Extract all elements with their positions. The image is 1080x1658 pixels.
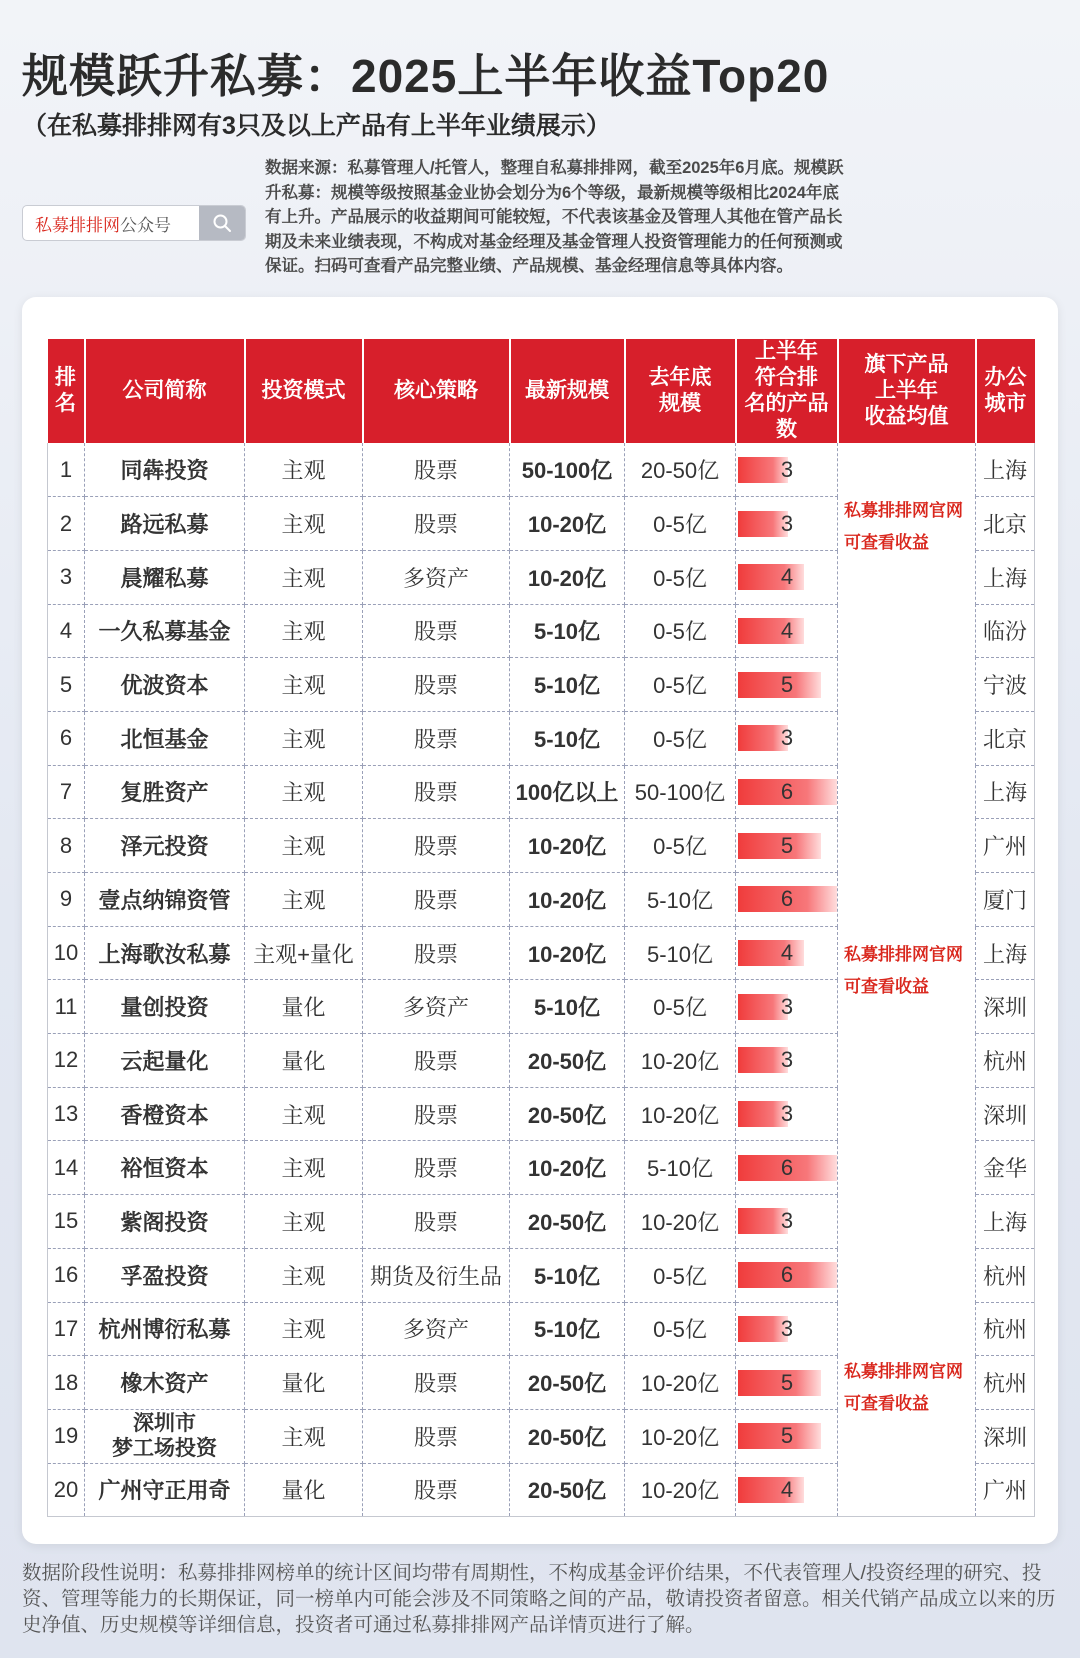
avg-return-note-line1: 私募排排网官网 <box>844 945 963 965</box>
product-count-cell <box>736 819 838 873</box>
product-count-cell <box>736 1034 838 1088</box>
search-text[interactable] <box>23 211 199 236</box>
rank-cell: 4 <box>48 604 85 658</box>
product-count-bar <box>738 510 794 537</box>
rank-cell: 19 <box>48 1409 85 1463</box>
product-count-bar <box>738 456 794 483</box>
product-count-bar <box>738 886 837 912</box>
city-cell: 杭州 <box>976 1248 1035 1302</box>
prev-scale-cell: 5-10亿 <box>625 1141 736 1195</box>
prev-scale-cell: 0-5亿 <box>625 819 736 873</box>
mode-cell: 量化 <box>245 1034 363 1088</box>
prev-scale-cell: 0-5亿 <box>625 497 736 551</box>
rank-cell: 10 <box>48 926 85 980</box>
product-count-bar <box>738 779 837 805</box>
product-count-bar <box>738 1315 794 1342</box>
company-name-cell: 云起量化 <box>85 1034 245 1088</box>
mode-cell: 主观 <box>245 1248 363 1302</box>
avg-return-cell <box>838 926 976 1356</box>
city-cell: 杭州 <box>976 1302 1035 1356</box>
latest-scale-cell: 50-100亿 <box>510 443 625 497</box>
company-name-cell: 路远私募 <box>85 497 245 551</box>
city-cell: 厦门 <box>976 873 1035 927</box>
header-mode: 投资模式 <box>245 339 363 443</box>
prev-scale-cell: 20-50亿 <box>625 443 736 497</box>
product-count-label: 6 <box>780 1262 794 1288</box>
product-count-label: 3 <box>780 1101 794 1127</box>
prev-scale-cell: 0-5亿 <box>625 550 736 604</box>
product-count-bar <box>738 564 804 590</box>
product-count-label: 3 <box>780 725 794 751</box>
product-count-bar <box>738 618 804 644</box>
product-count-cell <box>736 1141 838 1195</box>
product-count-label: 4 <box>780 940 794 966</box>
rank-cell: 14 <box>48 1141 85 1195</box>
avg-return-note-line2: 可查看收益 <box>844 977 929 997</box>
latest-scale-cell: 20-50亿 <box>510 1356 625 1410</box>
company-name-cell: 同犇投资 <box>85 443 245 497</box>
company-name-cell: 广州守正用奇 <box>85 1463 245 1517</box>
table-body <box>48 443 1035 1517</box>
strategy-cell: 期货及衍生品 <box>363 1248 510 1302</box>
avg-return-cell <box>838 443 976 926</box>
header-product-count: 上半年 符合排 名的产品数 <box>736 339 838 443</box>
page-title: 规模跃升私募：2025上半年收益Top20 <box>22 50 830 102</box>
search-suffix: 公众号 <box>120 215 171 235</box>
mode-cell: 主观 <box>245 765 363 819</box>
header-prev-scale: 去年底 规模 <box>625 339 736 443</box>
prev-scale-cell: 10-20亿 <box>625 1463 736 1517</box>
mode-cell: 量化 <box>245 1356 363 1410</box>
strategy-cell: 股票 <box>363 819 510 873</box>
latest-scale-cell: 5-10亿 <box>510 604 625 658</box>
product-count-cell <box>736 1087 838 1141</box>
company-name-cell: 上海歌汝私募 <box>85 926 245 980</box>
product-count-label: 5 <box>780 1423 794 1449</box>
city-cell: 临汾 <box>976 604 1035 658</box>
product-count-cell <box>736 1302 838 1356</box>
prev-scale-cell: 0-5亿 <box>625 604 736 658</box>
product-count-cell <box>736 497 838 551</box>
avg-return-note[interactable] <box>838 495 975 559</box>
rank-cell: 3 <box>48 550 85 604</box>
product-count-bar <box>738 725 794 751</box>
product-count-bar <box>738 1423 821 1449</box>
header-company: 公司简称 <box>85 339 245 443</box>
city-cell: 杭州 <box>976 1034 1035 1088</box>
city-cell: 北京 <box>976 711 1035 765</box>
mode-cell: 主观 <box>245 1087 363 1141</box>
latest-scale-cell: 10-20亿 <box>510 873 625 927</box>
mode-cell: 主观 <box>245 443 363 497</box>
prev-scale-cell: 0-5亿 <box>625 1248 736 1302</box>
city-cell: 广州 <box>976 819 1035 873</box>
prev-scale-cell: 10-20亿 <box>625 1087 736 1141</box>
strategy-cell: 股票 <box>363 873 510 927</box>
prev-scale-cell: 50-100亿 <box>625 765 736 819</box>
prev-scale-cell: 0-5亿 <box>625 1302 736 1356</box>
company-name-cell: 深圳市 梦工场投资 <box>85 1409 245 1463</box>
search-box[interactable] <box>22 205 246 241</box>
product-count-cell <box>736 443 838 497</box>
product-count-cell <box>736 980 838 1034</box>
product-count-label: 5 <box>780 832 794 858</box>
ranking-table <box>47 339 1035 1517</box>
avg-return-note-line1: 私募排排网官网 <box>844 501 963 520</box>
product-count-label: 6 <box>780 1154 794 1180</box>
avg-return-note[interactable] <box>838 1356 975 1420</box>
product-count-cell <box>736 1463 838 1517</box>
product-count-cell <box>736 926 838 980</box>
product-count-label: 6 <box>780 886 794 912</box>
rank-cell: 6 <box>48 711 85 765</box>
rank-cell: 7 <box>48 765 85 819</box>
product-count-bar <box>738 1101 794 1127</box>
company-name-cell: 泽元投资 <box>85 819 245 873</box>
avg-return-note[interactable] <box>838 939 975 1003</box>
product-count-bar <box>738 1047 794 1073</box>
product-count-label: 3 <box>780 510 794 536</box>
rank-cell: 12 <box>48 1034 85 1088</box>
product-count-label: 3 <box>780 1315 794 1341</box>
latest-scale-cell: 10-20亿 <box>510 819 625 873</box>
avg-return-note-line2: 可查看收益 <box>844 1393 929 1413</box>
company-name-cell: 香橙资本 <box>85 1087 245 1141</box>
strategy-cell: 股票 <box>363 658 510 712</box>
mode-cell: 主观+量化 <box>245 926 363 980</box>
city-cell: 广州 <box>976 1463 1035 1517</box>
prev-scale-cell: 10-20亿 <box>625 1356 736 1410</box>
company-name-cell: 一久私募基金 <box>85 604 245 658</box>
avg-return-note-line2: 可查看收益 <box>844 533 929 552</box>
latest-scale-cell: 20-50亿 <box>510 1195 625 1249</box>
product-count-bar <box>738 1477 804 1503</box>
product-count-label: 6 <box>780 778 794 804</box>
latest-scale-cell: 10-20亿 <box>510 926 625 980</box>
product-count-label: 4 <box>780 617 794 643</box>
product-count-cell <box>736 658 838 712</box>
company-name-cell: 北恒基金 <box>85 711 245 765</box>
latest-scale-cell: 5-10亿 <box>510 980 625 1034</box>
product-count-cell <box>736 1248 838 1302</box>
product-count-bar <box>738 1155 837 1181</box>
latest-scale-cell: 20-50亿 <box>510 1409 625 1463</box>
product-count-label: 4 <box>780 1476 794 1502</box>
product-count-bar <box>738 993 794 1020</box>
product-count-cell <box>736 711 838 765</box>
latest-scale-cell: 20-50亿 <box>510 1087 625 1141</box>
strategy-cell: 股票 <box>363 1034 510 1088</box>
product-count-cell <box>736 604 838 658</box>
product-count-label: 3 <box>780 1047 794 1073</box>
rank-cell: 8 <box>48 819 85 873</box>
latest-scale-cell: 100亿以上 <box>510 765 625 819</box>
strategy-cell: 股票 <box>363 1195 510 1249</box>
mode-cell: 主观 <box>245 1195 363 1249</box>
product-count-cell <box>736 1356 838 1410</box>
company-name-cell: 裕恒资本 <box>85 1141 245 1195</box>
product-count-cell <box>736 765 838 819</box>
header-rank: 排 名 <box>48 339 85 443</box>
product-count-label: 3 <box>780 456 794 482</box>
table-row <box>48 1356 1035 1410</box>
strategy-cell: 股票 <box>363 604 510 658</box>
prev-scale-cell: 0-5亿 <box>625 711 736 765</box>
company-name-cell: 孚盈投资 <box>85 1248 245 1302</box>
prev-scale-cell: 0-5亿 <box>625 980 736 1034</box>
company-name-cell: 优波资本 <box>85 658 245 712</box>
table-row <box>48 443 1035 497</box>
product-count-bar <box>738 1262 837 1288</box>
avg-return-cell <box>838 1356 976 1517</box>
mode-cell: 量化 <box>245 980 363 1034</box>
company-name-cell: 壹点纳锦资管 <box>85 873 245 927</box>
product-count-label: 4 <box>780 564 794 590</box>
product-count-label: 5 <box>780 1369 794 1395</box>
strategy-cell: 股票 <box>363 1409 510 1463</box>
strategy-cell: 股票 <box>363 497 510 551</box>
company-name-cell: 复胜资产 <box>85 765 245 819</box>
search-icon <box>212 213 232 233</box>
product-count-label: 3 <box>780 1208 794 1234</box>
mode-cell: 主观 <box>245 604 363 658</box>
search-button[interactable] <box>199 206 245 240</box>
source-note: 数据来源：私募管理人/托管人，整理自私募排排网，截至2025年6月底。规模跃升私募：规模等级按照基金业协会划分为6个等级，最新规模等级相比2024年底有上升。产品展示的收益期间可能较短，不代表该基金及管理人其他在管产品长期及未来业绩表现，不构成对基金经理及基金管理人投资管理能力的任何预测或保证。扫码可查看产品完整业绩、产品规模、基金经理信息等具体内容。 <box>265 159 844 275</box>
product-count-label: 5 <box>780 671 794 697</box>
search-brand: 私募排排网 <box>35 215 120 235</box>
prev-scale-cell: 0-5亿 <box>625 658 736 712</box>
product-count-bar <box>738 833 821 859</box>
prev-scale-cell: 10-20亿 <box>625 1034 736 1088</box>
prev-scale-cell: 5-10亿 <box>625 926 736 980</box>
city-cell: 深圳 <box>976 1087 1035 1141</box>
product-count-bar <box>738 940 804 966</box>
avg-return-note-line1: 私募排排网官网 <box>844 1361 963 1381</box>
rank-cell: 13 <box>48 1087 85 1141</box>
city-cell: 宁波 <box>976 658 1035 712</box>
table-row <box>48 926 1035 980</box>
city-cell: 深圳 <box>976 980 1035 1034</box>
rank-cell: 2 <box>48 497 85 551</box>
strategy-cell: 股票 <box>363 926 510 980</box>
city-cell: 杭州 <box>976 1356 1035 1410</box>
strategy-cell: 多资产 <box>363 980 510 1034</box>
product-count-cell <box>736 1195 838 1249</box>
table-header-row <box>48 339 1035 443</box>
mode-cell: 主观 <box>245 819 363 873</box>
city-cell: 上海 <box>976 550 1035 604</box>
rank-cell: 9 <box>48 873 85 927</box>
company-name-cell: 晨耀私募 <box>85 550 245 604</box>
latest-scale-cell: 5-10亿 <box>510 658 625 712</box>
latest-scale-cell: 10-20亿 <box>510 550 625 604</box>
header-strategy: 核心策略 <box>363 339 510 443</box>
strategy-cell: 股票 <box>363 1356 510 1410</box>
prev-scale-cell: 10-20亿 <box>625 1195 736 1249</box>
product-count-bar <box>738 672 821 698</box>
latest-scale-cell: 10-20亿 <box>510 497 625 551</box>
latest-scale-cell: 10-20亿 <box>510 1141 625 1195</box>
strategy-cell: 多资产 <box>363 1302 510 1356</box>
product-count-label: 3 <box>780 993 794 1019</box>
mode-cell: 量化 <box>245 1463 363 1517</box>
city-cell: 上海 <box>976 1195 1035 1249</box>
city-cell: 上海 <box>976 443 1035 497</box>
header-latest-scale: 最新规模 <box>510 339 625 443</box>
product-count-cell <box>736 873 838 927</box>
mode-cell: 主观 <box>245 1302 363 1356</box>
company-name-cell: 橡木资产 <box>85 1356 245 1410</box>
strategy-cell: 多资产 <box>363 550 510 604</box>
strategy-cell: 股票 <box>363 765 510 819</box>
rank-cell: 17 <box>48 1302 85 1356</box>
header-city: 办公 城市 <box>976 339 1035 443</box>
rank-cell: 5 <box>48 658 85 712</box>
company-name-cell: 量创投资 <box>85 980 245 1034</box>
mode-cell: 主观 <box>245 1409 363 1463</box>
mode-cell: 主观 <box>245 1141 363 1195</box>
prev-scale-cell: 5-10亿 <box>625 873 736 927</box>
footer-disclaimer: 数据阶段性说明：私募排排网榜单的统计区间均带有周期性，不构成基金评价结果，不代表管理人/投资经理的研究、投资、管理等能力的长期保证，同一榜单内可能会涉及不同策略之间的产品，敬请投资者留意。相关代销产品成立以来的历史净值、历史规模等详细信息，投资者可通过私募排排网产品详情页进行了解。 <box>22 1562 1056 1636</box>
rank-cell: 1 <box>48 443 85 497</box>
city-cell: 深圳 <box>976 1409 1035 1463</box>
product-count-bar <box>738 1370 821 1396</box>
product-count-cell <box>736 1409 838 1463</box>
latest-scale-cell: 5-10亿 <box>510 711 625 765</box>
latest-scale-cell: 20-50亿 <box>510 1463 625 1517</box>
strategy-cell: 股票 <box>363 1087 510 1141</box>
rank-cell: 16 <box>48 1248 85 1302</box>
strategy-cell: 股票 <box>363 711 510 765</box>
latest-scale-cell: 20-50亿 <box>510 1034 625 1088</box>
rank-cell: 11 <box>48 980 85 1034</box>
city-cell: 金华 <box>976 1141 1035 1195</box>
mode-cell: 主观 <box>245 497 363 551</box>
rank-cell: 15 <box>48 1195 85 1249</box>
city-cell: 上海 <box>976 765 1035 819</box>
mode-cell: 主观 <box>245 658 363 712</box>
strategy-cell: 股票 <box>363 1141 510 1195</box>
city-cell: 上海 <box>976 926 1035 980</box>
product-count-cell <box>736 550 838 604</box>
latest-scale-cell: 5-10亿 <box>510 1302 625 1356</box>
rank-cell: 18 <box>48 1356 85 1410</box>
header-avg-return: 旗下产品 上半年 收益均值 <box>838 339 976 443</box>
strategy-cell: 股票 <box>363 443 510 497</box>
strategy-cell: 股票 <box>363 1463 510 1517</box>
mode-cell: 主观 <box>245 550 363 604</box>
mode-cell: 主观 <box>245 873 363 927</box>
city-cell: 北京 <box>976 497 1035 551</box>
latest-scale-cell: 5-10亿 <box>510 1248 625 1302</box>
product-count-bar <box>738 1208 794 1234</box>
mode-cell: 主观 <box>245 711 363 765</box>
company-name-cell: 紫阁投资 <box>85 1195 245 1249</box>
company-name-cell: 杭州博衍私募 <box>85 1302 245 1356</box>
page-subtitle: （在私募排排网有3只及以上产品有上半年业绩展示） <box>22 112 611 140</box>
rank-cell: 20 <box>48 1463 85 1517</box>
prev-scale-cell: 10-20亿 <box>625 1409 736 1463</box>
